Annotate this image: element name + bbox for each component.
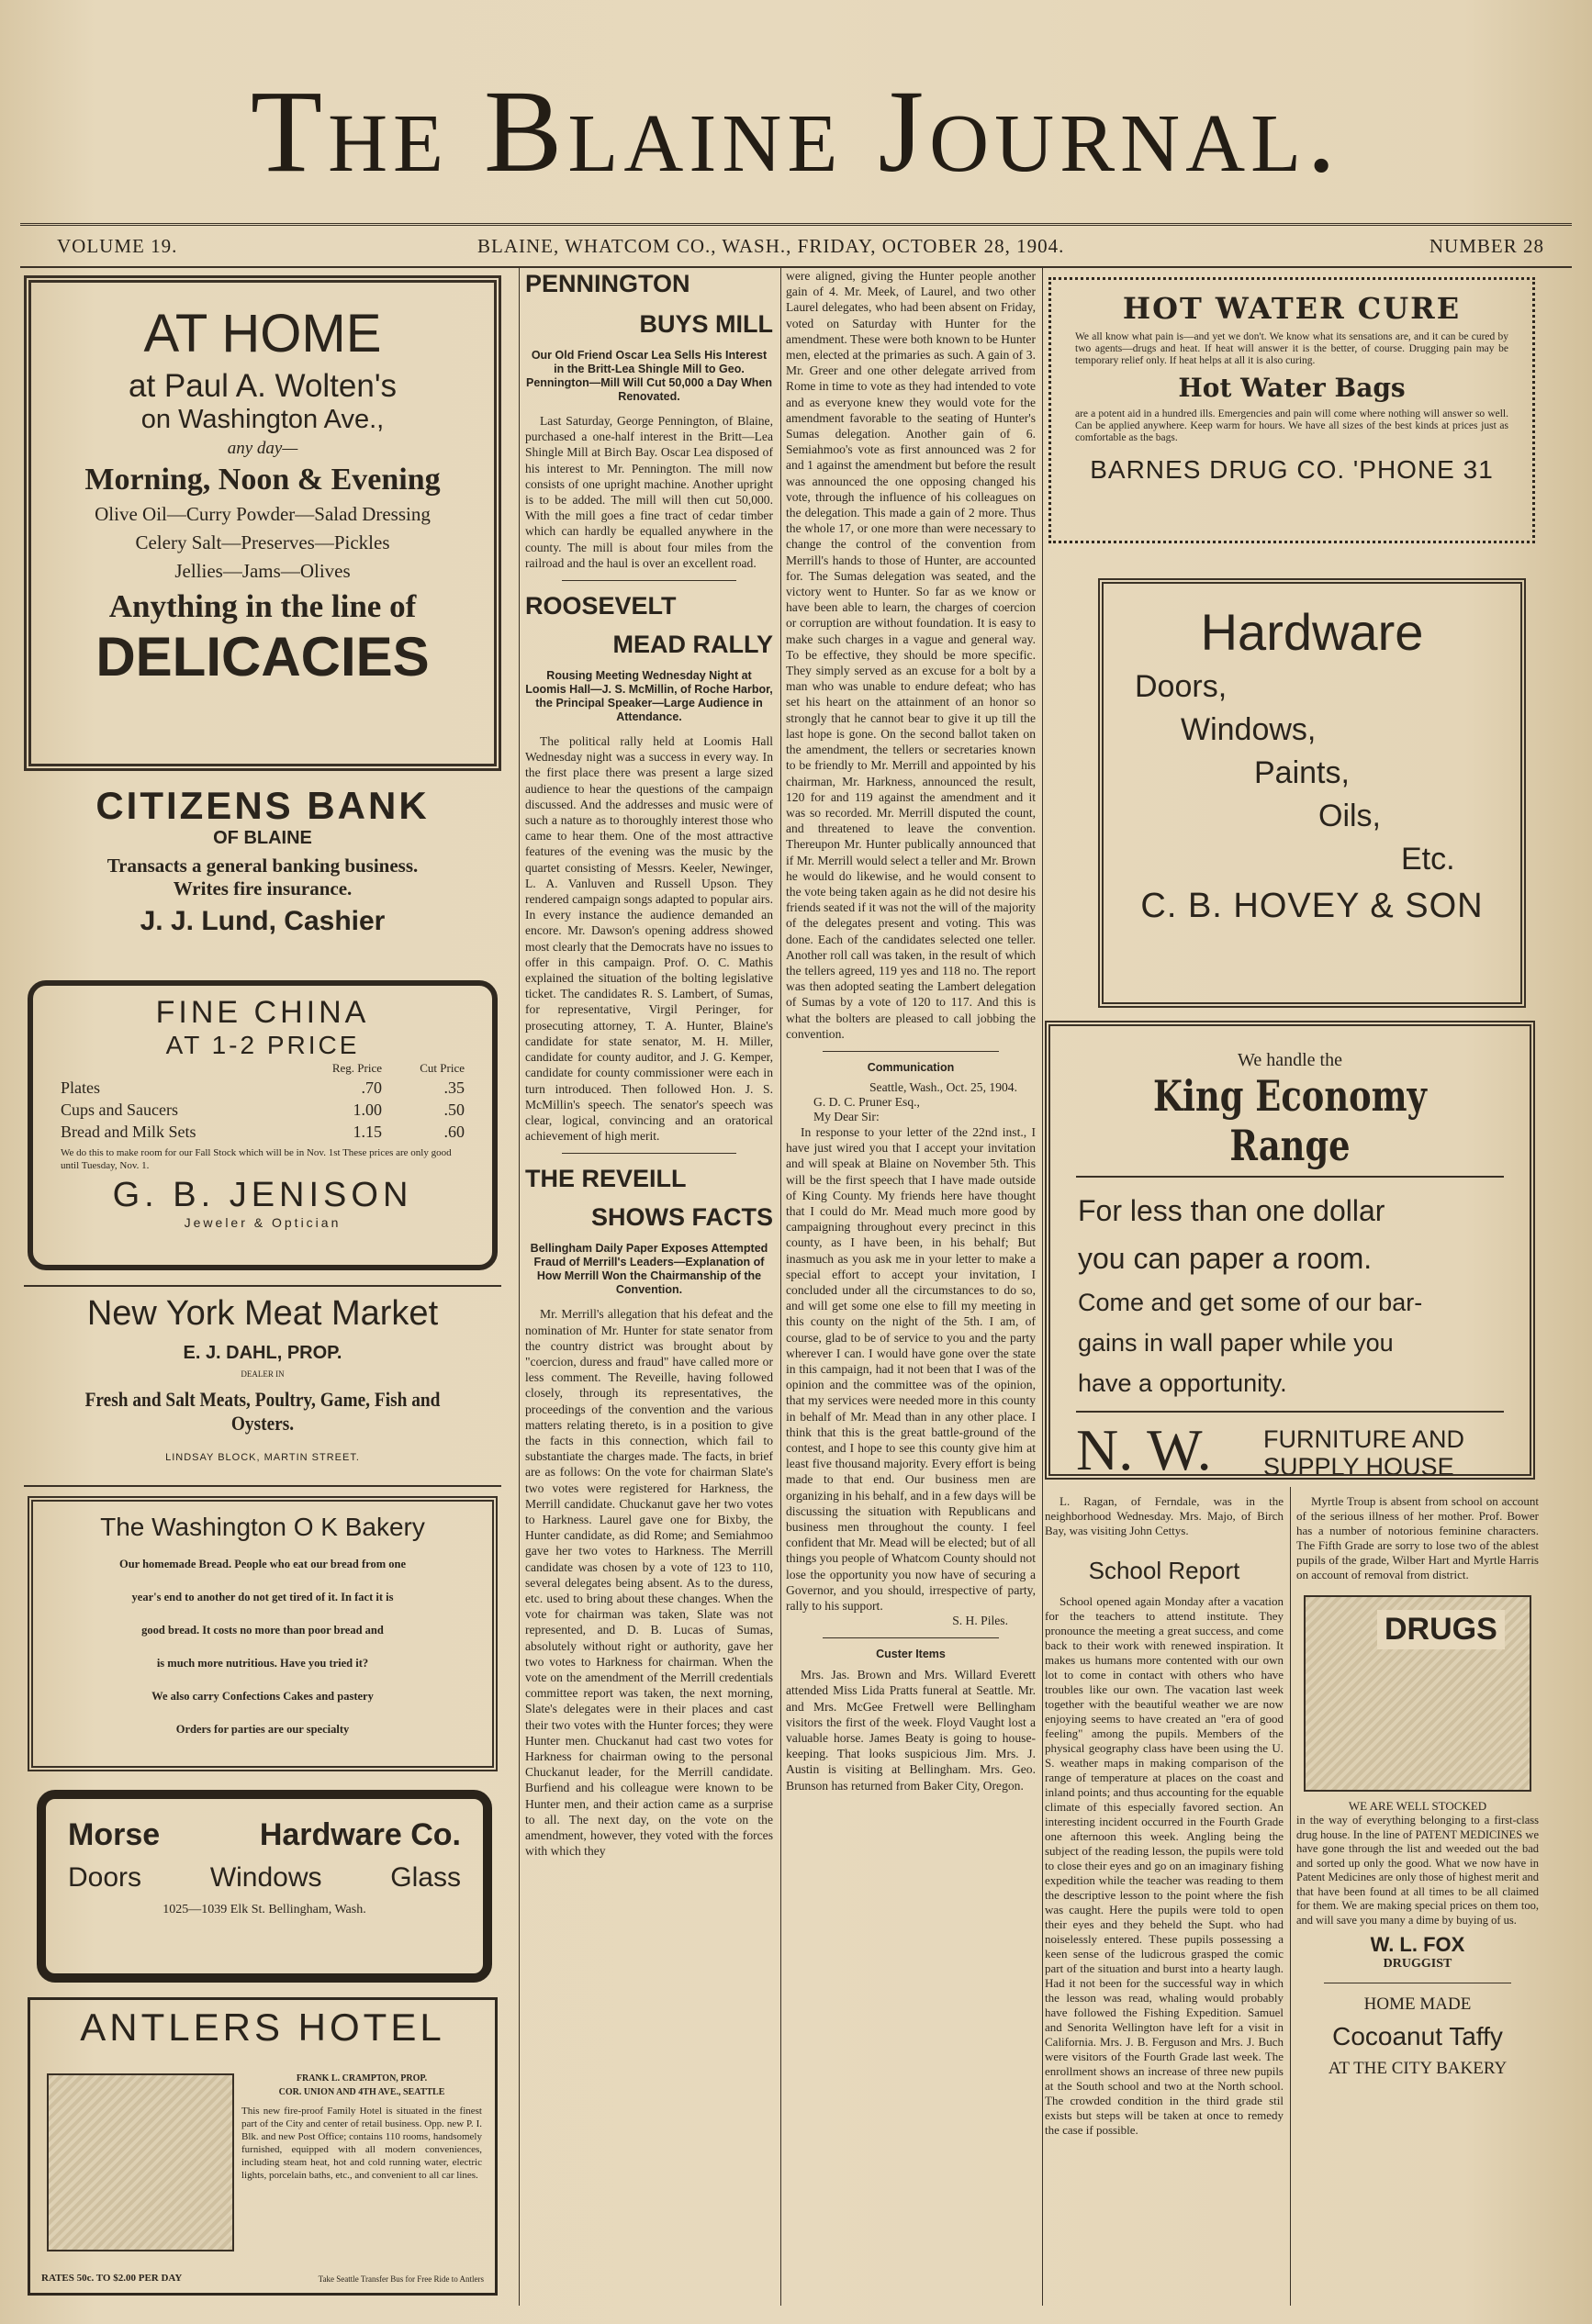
- hotel-rates: RATES 50c. TO $2.00 PER DAY: [41, 2273, 183, 2284]
- china-reg: 1.00: [353, 1101, 382, 1119]
- hovey-item: Windows,: [1181, 712, 1317, 747]
- hovey-item: Doors,: [1135, 669, 1228, 704]
- section-heading: Custer Items: [876, 1648, 946, 1661]
- hotel-address: COR. UNION AND 4TH AVE., SEATTLE: [278, 2087, 445, 2097]
- ad-meat-market: [24, 1285, 501, 1487]
- china-item: Bread and Milk Sets: [61, 1123, 196, 1141]
- morse-doors: Doors: [68, 1862, 142, 1893]
- hovey-item: Oils,: [1318, 799, 1381, 833]
- headline: MEAD RALLY: [612, 631, 773, 659]
- ad-wolten-l3: on Washington Ave.,: [140, 405, 385, 434]
- china-reg: .70: [361, 1078, 382, 1097]
- nw-initials: N. W.: [1076, 1417, 1212, 1480]
- china-table: [33, 1077, 492, 1143]
- column-rule: [519, 268, 520, 2306]
- hovey-item: Etc.: [1401, 842, 1455, 877]
- bakery-line: year's end to another do not get tired of it. In fact it is: [131, 1591, 394, 1603]
- article-body: Myrtle Troup is absent from school on account of the serious illness of her mother. Prof. Bower has a number of notorious feminine characters. The Fifth Grade are sorry to lose two of the ablest pupils of the grade, Wilber Hart and Myrtle Harris on account of removal from district.: [1296, 1494, 1539, 1581]
- ad-wolten-l9: Anything in the line of: [108, 588, 417, 624]
- china-head-reg: Reg. Price: [331, 1061, 382, 1075]
- ad-wolten-l4: any day—: [227, 439, 298, 458]
- bank-name: CITIZENS BANK: [95, 784, 430, 827]
- taffy-line-2: Cocoanut Taffy: [1332, 2022, 1503, 2050]
- fox-text: in the way of everything belonging to a first-class drug house. In the line of PATENT MEDICINES we have gone through the list and weeded out the bad and sorted up only the good. What we now have in Patent Medicines are only those of highest merit and that have been found at all times to be all claimed for them. We are making special prices on them too, and will save you many a dime by buying of us.: [1296, 1814, 1539, 1927]
- subheadline: Bellingham Daily Paper Exposes Attempted Fraud of Merrill's Leaders—Explanation of How Merrill Won the Chairmanship of the Convention.: [530, 1242, 768, 1297]
- china-price-row: [33, 1077, 492, 1099]
- hovey-name: C. B. HOVEY & SON: [1140, 887, 1484, 925]
- article-body: School opened again Monday after a vacation for the teachers to attend institute. They pronounce the meeting a great success, and come back to their work with renewed inspiration. It makes us humans more contented with our own lot to come in contact with others who have troubles like our own. The vacation last week together with the beautiful weather we are now enjoying seems to have created an "era of good feeling" among the pupils. Members of the physical geography class have been using the U. S. weather maps in making comparison of the range of temperature at places on the coast and inland points; and thus accounting for the equable climate of this especially favored section. An interesting incident occurred in the Fourth Grade one afternoon this week. Angling being the subject of the reading lesson, the pupils were told to close their eyes and go on an imaginary fishing expedition while the teacher was reading to them the descriptive lesson to the point where the fish was caught. Here the pupils were told to open their eyes and they beheld the Supt. who had noiselessly entered. These pupils possessing a keen sense of the ludicrous grasped the comic part of the situation and burst into a hearty laugh. Had it not been for the successful way in which the lesson was read, whaling would probably have followed the Fishing Expedition. Samuel and Senorita Wellington have left for a visit in California. Mrs. J. B. Ferguson and Mrs. J. Buch were visitors of the Fourth Grade last week. The enrollment shows an increase of three new pupils at the South school and two at the North school. The crowded condition in the third grade stil exists but steps will be taken at once to remedy the case if possible.: [1045, 1594, 1284, 2137]
- nw-line: gains in wall paper while you: [1078, 1329, 1394, 1357]
- ad-bakery: [28, 1496, 498, 1771]
- bakery-line: Our homemade Bread. People who eat our bread from one: [118, 1558, 407, 1570]
- bakery-line: Orders for parties are our specialty: [175, 1723, 350, 1736]
- morse-glass: Glass: [390, 1862, 461, 1893]
- article-body: In response to your letter of the 22nd inst., I have just wired you that I accept your invitation and will speak at Blaine on November 5th. This will be the first speech that I have made outside of King County. My friends here have thought that I could do Mr. Mead much more good by campaigning throughout every precinct in this county, as I have been, in his behalf; But inasmuch as you ask me in your letter to make a special effort to accept your invitation, I concluded under all the circumstances to do so, and will get some one else to fill my meeting in this county on the night of the 5th. I am, of course, glad to be of service to you and the party wherever I can. I would have gone over the state in this campaign, had it not been that I was of the opinion and the committee was of the opinion, that my services were needed more in this county in behalf of Mr. Mead than in any other place. I think that this is the great battle-ground of the contest, and I hope to see this county give him at least five thousand majority. Every effort is being made to that end. Our business men are organizing in his behalf, and in a few days will be discussing the situation with Republicans and business men throughout the county. I feel confident that Mr. Mead will be elected; but of all things you people of Whatcom County should not lose the opportunity you now have of securing a Governor, and you should, irrespective of party, rally to his support.: [786, 1124, 1036, 1614]
- nw-line: Come and get some of our bar-: [1078, 1289, 1423, 1316]
- meat-proprietor: E. J. DAHL, PROP.: [183, 1343, 342, 1363]
- masthead: The Blaine Journal.: [250, 66, 1342, 196]
- ad-citizens-bank: [24, 784, 501, 967]
- hotel-description: This new fire-proof Family Hotel is situated in the finest part of the City and center of retail business. Opp. new P. I. Blk. and new Post Office; contains 110 rooms, handsomely furnished, equipped with all modern conveniences, including steam heat, hot and cold running water, electric lights, porcelain baths, etc., and convenient to all car lines.: [241, 2106, 482, 2181]
- subheadline: Our Old Friend Oscar Lea Sells His Interest in the Britt-Lea Shingle Mill to Geo. Pennington—Mill Will Cut 50,000 a Day When Renovated.: [526, 349, 772, 403]
- china-head-cut: Cut Price: [420, 1061, 465, 1075]
- china-price: AT 1-2 PRICE: [165, 1031, 360, 1059]
- barnes-text-2: are a potent aid in a hundred ills. Emergencies and pain will come where nothing will answer so well. Can be applied anywhere. Keep warm for hours. We have all sizes of the best kinds at prices just as comfortable as the bags.: [1075, 408, 1508, 443]
- nw-supply: SUPPLY HOUSE: [1263, 1453, 1454, 1480]
- ad-wolten-l2: at Paul A. Wolten's: [128, 368, 398, 404]
- nw-handle: We handle the: [1238, 1050, 1342, 1070]
- hotel-proprietor: FRANK L. CRAMPTON, PROP.: [296, 2073, 428, 2084]
- section-heading: School Report: [1088, 1557, 1240, 1584]
- morse-address: 1025—1039 Elk St. Bellingham, Wash.: [163, 1903, 366, 1916]
- drugs-illustration: [1304, 1595, 1531, 1792]
- bank-location: OF BLAINE: [213, 828, 312, 848]
- drugs-label: DRUGS: [1377, 1610, 1505, 1649]
- column-rule: [780, 268, 781, 2306]
- headline: ROOSEVELT: [525, 592, 677, 620]
- headline: BUYS MILL: [639, 310, 773, 338]
- article-body: Mrs. Jas. Brown and Mrs. Willard Everett attended Miss Lida Pratts funeral at Seattle. Mr. and Mrs. McGee Fretwell were Bellingham visitors the first of the week. Floyd Vaught lost a valuable horse. James Beaty is going to house-keeping. That looks suspicious Jim. Mrs. J. Austin is visiting at Bellingham. Mrs. Geo. Brunson has returned from Baker City, Oregon.: [786, 1668, 1036, 1793]
- volume: VOLUME 19.: [57, 235, 178, 257]
- barnes-name: BARNES DRUG CO. 'PHONE 31: [1090, 455, 1494, 484]
- taffy-line-1: HOME MADE: [1363, 1994, 1472, 2014]
- barnes-title-2: Hot Water Bags: [1178, 373, 1406, 403]
- letter-recipient: G. D. C. Pruner Esq.,: [813, 1094, 920, 1109]
- subheadline: Rousing Meeting Wednesday Night at Loomis Hall—J. S. McMillin, of Roche Harbor, the Principal Speaker—Large Audience in Attendance.: [525, 669, 773, 724]
- column-rule: [1290, 1487, 1291, 2306]
- ad-nw-furniture: [1045, 1021, 1535, 1480]
- ad-wolten-l6: Olive Oil—Curry Powder—Salad Dressing: [95, 503, 431, 525]
- ad-wolten-l1: AT HOME: [143, 304, 382, 363]
- ad-wolten: [24, 275, 501, 771]
- column-rule: [1042, 268, 1043, 2306]
- article-body: Mr. Merrill's allegation that his defeat and the nomination of Mr. Hunter for state senator from the country district was brought about by "coercion, duress and fraud" have called more or less comment. The Reveille, having followed closely, through its representatives, the proceedings of the convention and the various matters relating thereto, is in a position to give the facts in this connection, which fail to substantiate the charges made. The facts, in brief are as follows: On the vote for chairman Slate's two votes were registered for Harkness, the Merrill candidate. Chuckanut gave her two votes to Harkness. Laurel gave one for Bixby, the Hunter candidate, as did Rome; and Semiahmoo gave her two votes to Harkness. The Merrill candidate was chosen by a vote of 123 to 110, several delegates being absent. As to the duress, etc. used to bring about these changes. When the vote for chairman was taken, Slate was not represented, and D. B. Lucas of Sumas, absolutely without right or authority, gave her two votes to Harkness for chairman. When the vote on the amendment of the Merrill credentials committee report was taken, the next morning, Slate's delegates were in their places and cast their two votes with the Hunter forces; they were Hunter men. Chuckanut had cast two votes for Harkness for chairman owing to the personal Chuckanut leader, for the Merrill candidate. Burfiend and his colleague were known to be Hunter men, and their action came as a surprise to all. The next day, on the vote on the amendment, however, they voted with the forces with which they: [525, 1307, 773, 1859]
- bank-line-2: Writes fire insurance.: [173, 877, 353, 899]
- meat-title: New York Meat Market: [86, 1294, 439, 1333]
- hotel-bus-note: Take Seattle Transfer Bus for Free Ride to Antlers: [318, 2274, 484, 2284]
- meat-products: Fresh and Salt Meats, Poultry, Game, Fish and Oysters.: [84, 1388, 441, 1435]
- nw-furniture: FURNITURE AND: [1263, 1425, 1465, 1453]
- article-body: L. Ragan, of Ferndale, was in the neighborhood Wednesday. Mrs. Majo, of Birch Bay, was visiting John Cettys.: [1045, 1494, 1284, 1537]
- headline: THE REVEILL: [525, 1165, 687, 1193]
- letter-salutation: My Dear Sir:: [813, 1109, 880, 1123]
- hotel-title: ANTLERS HOTEL: [80, 2006, 445, 2049]
- bakery-line: good bread. It costs no more than poor bread and: [141, 1624, 384, 1637]
- china-title: FINE CHINA: [155, 995, 370, 1030]
- article-body: The political rally held at Loomis Hall Wednesday night was a success in every way. In the first place there was present a large sized audience to hear the questions of the campaign discussed. And the addresses and music were of such a nature as to thoroughly interest those who came to hear them. One of the most attractive features of the evening was the music by the quartet consisting of Messrs. Keeler, Newinger, L. A. Vanluven and Russell Upson. They rendered campaign songs adapted to popular airs. In every instance the audience demanded an encore. Mr. Dawson's opening address showed most clearly that the Democrats have no issues to offer in this campaign. Prof. O. C. Mathis explained the situation of the bolting legislative ticket. The candidates R. S. Lambert, of Sumas, for representative, Virgil Peringer, for prosecuting attorney, T. A. Hunter, Blaine's candidate for state senator, M. H. Miller, candidate for county auditor, and J. G. Kemper, candidate for county commissioner were each in turn introduced. Then followed Hon. J. S. McMillin's speech. The senator's speech was clear, logical, convincing and an oratorical achievement of high merit.: [525, 734, 773, 1144]
- fox-name: W. L. FOX: [1370, 1933, 1465, 1956]
- letter-place: Seattle, Wash., Oct. 25, 1904.: [869, 1079, 1017, 1094]
- locals-column: [1045, 1494, 1284, 2313]
- nw-line: you can paper a room.: [1078, 1242, 1373, 1275]
- nw-range: King Economy Range: [1153, 1071, 1427, 1170]
- ad-hovey-hardware: [1098, 578, 1526, 1008]
- place-date: BLAINE, WHATCOM CO., WASH., FRIDAY, OCTOBER 28, 1904.: [477, 235, 1065, 257]
- barnes-text-1: We all know what pain is—and yet we don't. We know what its sensations are, and it can be cured by two agents—drugs and heat. If heat will answer it is the better, of course. Drugging pain may be temporary relief only. If heat helps at all it is also curing.: [1075, 331, 1508, 366]
- meat-address: LINDSAY BLOCK, MARTIN STREET.: [165, 1452, 360, 1463]
- fox-druggist: DRUGGIST: [1383, 1957, 1452, 1971]
- nw-line: have a opportunity.: [1078, 1369, 1287, 1397]
- hotel-building-illustration: [47, 2073, 234, 2251]
- article-body: were aligned, giving the Hunter people another gain of 4. Mr. Meek, of Laurel, and two other Laurel delegates, who had been absent on Friday, voted on Saturday with Hunter for the amendment. These were both known to be Hunter men, elected at the primaries as such. A gain of 3. Mr. Greer and one other delegate arrived from Rome in time to vote as they had intended to vote and as everyone knew they would vote for the amendment favorable to the seating of Hunter's Sumas delegation. Another gain of 6. Semiahmoo's vote as first announced was 2 for and 1 against the amendment but before the result was announced the one opposing changed his vote, through the influence of his colleagues on the delegation. This made a gain of 2 more. Thus the whole 17, or one more than were necessary to change the control of the convention from Merrill's hands to those of Hunter, are accounted for. The Sumas delegation was seated, and the victory went to Hunter. So far as we know or have been able to learn, the charges of coercion or corruption are without foundation. It is easy to make such charges in a vague and general way. To be effective, they should be more specific. They simply served as an excuse for a bolt by a man who was unable to endure defeat; who has set his heart on the attainment of an honor so strongly that he cannot bear to give it up till the last hope is gone. On the second ballot taken on the amendment, the tellers or secretaries known to be friendly to Mr. Merrill and appointed by his chairman, Mr. Harkness, announced the result, 120 for and 119 against the amendment and it was so recorded. Mr. Merrill disputed the count, and threatened to leave the convention. Thereupon Mr. Hunter publically announced that if Mr. Merrill would select a teller and Mr. Brown he would do likewise, and he would consent to the vote being taken again as he did not desire his friends seated if it was not the will of the majority of the delegates present and voting. This was done. Each of the candidates selected one teller. Another roll call was taken, in the result of which the tellers agreed, 119 yes and 118 no. The report was then adopted seating the Lambert delegation of Sumas by a vote of 120 to 117. And this is what the bolters are pleased to call jobbing the convention.: [786, 269, 1036, 1041]
- ad-wolten-l5: Morning, Noon & Evening: [84, 463, 441, 497]
- china-item: Plates: [61, 1078, 100, 1097]
- bakery-line: We also carry Confections Cakes and pastery: [151, 1690, 374, 1703]
- dateline: [20, 223, 1572, 268]
- section-heading: Communication: [867, 1060, 955, 1074]
- column-2: [525, 268, 773, 2315]
- article-body: Last Saturday, George Pennington, of Blaine, purchased a one-half interest in the Britt—Lea Shingle Mill at Birch Bay. Oscar Lea disposed of his interest to Mr. Pennington. The mill now consists of one upright machine. Another upright is to be added. The mill will then cut 50,000. With the mill goes a fine tract of cedar timber which can hardly be equalled anywhere in the county. The mill is about four miles from the railroad and the haul is over an excellent road.: [525, 414, 773, 570]
- barnes-title: HOT WATER CURE: [1122, 291, 1462, 326]
- china-jeweler: G. B. JENISON: [112, 1176, 413, 1214]
- china-item: Cups and Saucers: [61, 1101, 178, 1119]
- morse-title-1: Morse: [68, 1817, 161, 1852]
- china-cut: .60: [443, 1123, 465, 1141]
- nw-line: For less than one dollar: [1078, 1194, 1385, 1227]
- ad-wolten-l7: Celery Salt—Preserves—Pickles: [135, 531, 390, 553]
- bank-cashier: J. J. Lund, Cashier: [140, 906, 386, 936]
- ad-fine-china: [28, 980, 498, 1270]
- ad-barnes-drug: [1048, 277, 1535, 543]
- china-reg: 1.15: [353, 1123, 382, 1141]
- china-note: We do this to make room for our Fall Stock which will be in Nov. 1st These prices are only good until Tuesday, Nov. 1.: [61, 1147, 452, 1171]
- china-cut: .50: [443, 1101, 465, 1119]
- column-3: [786, 268, 1036, 2315]
- bakery-line: is much more nutritious. Have you tried it?: [156, 1657, 369, 1670]
- issue-number: NUMBER 28: [1429, 235, 1544, 257]
- taffy-line-3: AT THE CITY BAKERY: [1328, 2059, 1508, 2078]
- headline: SHOWS FACTS: [590, 1203, 773, 1232]
- meat-dealer: DEALER IN: [241, 1369, 285, 1379]
- bank-line-1: Transacts a general banking business.: [107, 855, 419, 877]
- bakery-title: The Washington O K Bakery: [100, 1513, 425, 1541]
- china-cut: .35: [443, 1078, 465, 1097]
- ad-wolten-l10: DELICACIES: [95, 626, 430, 687]
- fox-stocked: WE ARE WELL STOCKED: [1348, 1799, 1487, 1813]
- china-trade: Jeweler & Optician: [184, 1215, 342, 1230]
- morse-windows: Windows: [209, 1862, 322, 1893]
- ad-morse-hardware: [37, 1790, 492, 1983]
- hovey-item: Paints,: [1254, 755, 1350, 790]
- letter-signature: S. H. Piles.: [952, 1614, 1008, 1628]
- morse-title-2: Hardware Co.: [259, 1817, 461, 1852]
- hovey-title: Hardware: [1200, 603, 1424, 661]
- headline: PENNINGTON: [525, 270, 690, 297]
- ad-wolten-l8: Jellies—Jams—Olives: [174, 560, 351, 582]
- china-price-row: [33, 1099, 492, 1121]
- fox-column: [1296, 1494, 1539, 2313]
- ad-antlers-hotel: [28, 1997, 498, 2296]
- china-price-row: [33, 1121, 492, 1143]
